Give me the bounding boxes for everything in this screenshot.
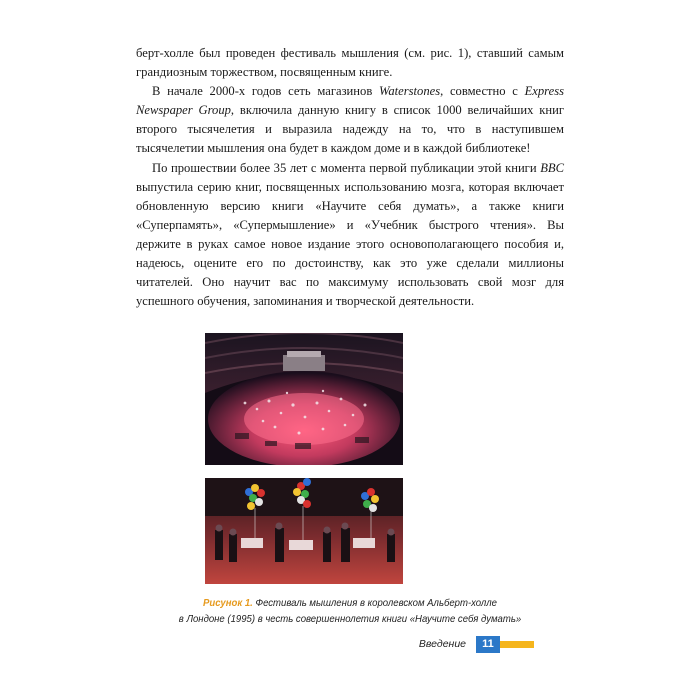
paragraph-2: В начале 2000-х годов сеть магазинов Waterstones, совместно с Express Newspaper Group, включила данную книгу в список 1000 величайших книг второго тысячелетия и выразила надежду на то, что в наступившем тысячелетии мышления она будет в каждом доме и в каждой библиотеке! xyxy=(136,84,564,156)
paragraph-3: По прошествии более 35 лет с момента первой публикации этой книги BBC выпустила серию книг, посвященных использованию мозга, которая включает обновленную версию книги «Научите себя думать», а также книги «Суперпамять», «Супермышление» и «Учебник быстрого чтения». Вы держите в руках самое новое издание этого основополагающего пособия и, надеюсь, оцените его по достоинству, как это уже сделали миллионы читателей. Оно научит вас по максимуму использовать свой мозг для успешного обучения, запоминания и творческой деятельности. xyxy=(136,160,564,309)
page-number: 11 xyxy=(476,636,500,653)
figure-caption-line-1: Рисунок 1. Фестиваль мышления в королевском Альберт-холле xyxy=(203,598,497,609)
figure-caption-line-2: в Лондоне (1995) в честь совершеннолетия книги «Научите себя думать» xyxy=(178,614,522,625)
section-title: Введение xyxy=(418,638,466,650)
figure-caption xyxy=(138,596,561,628)
accent-bar xyxy=(500,641,534,648)
figure-label: Рисунок 1. xyxy=(203,598,253,609)
body-text xyxy=(136,44,564,311)
paragraph-1: берт-холле был проведен фестиваль мышления (см. рис. 1), ставший самым грандиозным торжеством, посвященным книге. xyxy=(136,46,564,80)
festival-balloons-photo xyxy=(205,478,403,584)
page-footer xyxy=(0,636,700,654)
festival-hall-photo xyxy=(205,333,403,465)
